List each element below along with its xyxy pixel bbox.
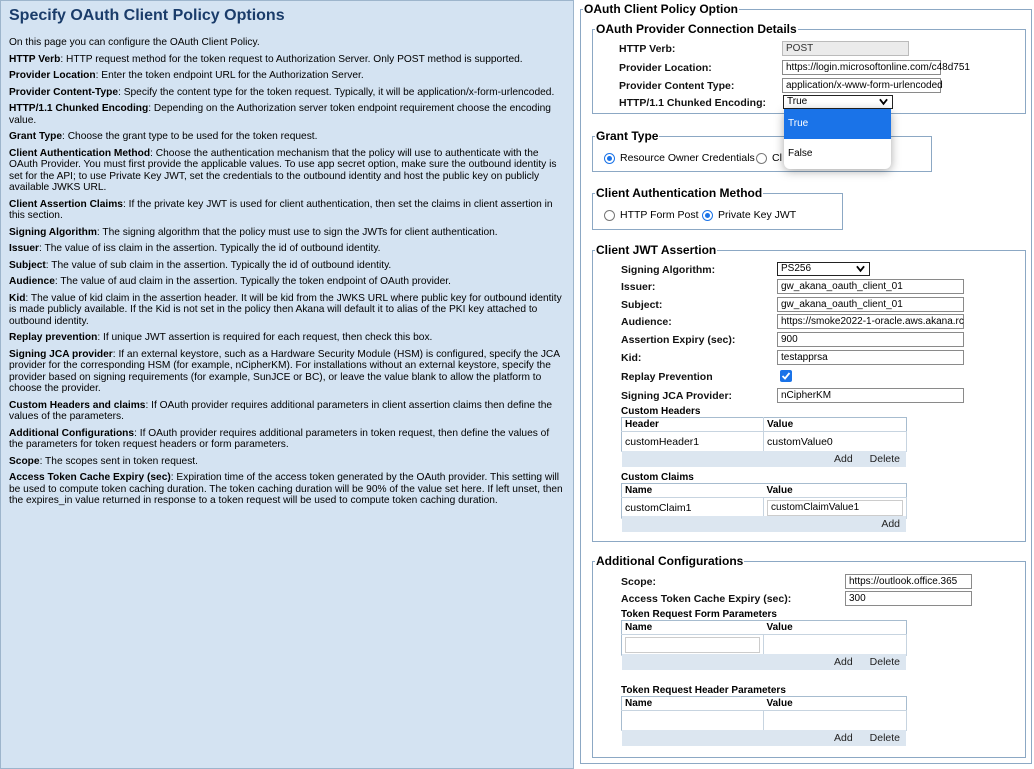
content-type-label: Provider Content Type: — [619, 80, 735, 92]
help-item — [9, 131, 565, 143]
form-params-delete-button[interactable]: Delete — [869, 656, 900, 668]
header-param-name-cell[interactable] — [622, 711, 764, 731]
custom-claims-col-value: Value — [764, 484, 907, 498]
header-params-col-value: Value — [764, 697, 907, 711]
form-params-footer — [622, 654, 906, 670]
connection-legend: OAuth Provider Connection Details — [596, 22, 797, 36]
assertion-expiry-input[interactable]: 900 — [777, 332, 964, 347]
table-row[interactable] — [622, 635, 907, 656]
grant-resource-owner-radio[interactable] — [604, 152, 755, 164]
jwt-assertion-legend: Client JWT Assertion — [596, 243, 717, 257]
form-param-name-cell[interactable] — [622, 635, 764, 656]
client-auth-form-post-radio[interactable] — [604, 209, 699, 221]
help-item-desc: : If OAuth provider requires additional parameters in client assertion claims then define the values of the parameters. — [9, 399, 553, 422]
outer-legend: OAuth Client Policy Option — [584, 2, 738, 16]
help-item-desc: : The value of sub claim in the assertion. Typically the id of outbound identity. — [45, 259, 392, 271]
http-verb-field: POST — [782, 41, 909, 56]
help-item-term: Replay prevention — [9, 332, 98, 343]
table-row[interactable] — [622, 432, 907, 452]
help-item-term: Client Authentication Method — [9, 147, 151, 159]
help-item — [9, 276, 565, 288]
help-item-term: Kid — [9, 292, 26, 304]
custom-headers-add-button[interactable]: Add — [834, 453, 853, 465]
help-item — [9, 227, 565, 239]
header-params-col-name: Name — [622, 697, 764, 711]
signing-algorithm-value: PS256 — [781, 263, 812, 274]
subject-input[interactable]: gw_akana_oauth_client_01 — [777, 297, 964, 312]
header-params-delete-button[interactable]: Delete — [869, 732, 900, 744]
help-item — [9, 199, 565, 222]
help-item-desc: : If unique JWT assertion is required for each request, then check this box. — [97, 332, 433, 343]
table-row[interactable] — [622, 711, 907, 731]
header-param-value-cell[interactable] — [764, 711, 907, 731]
header-params-add-button[interactable]: Add — [834, 732, 853, 744]
issuer-label: Issuer: — [621, 281, 656, 293]
help-item-desc: : Specify the content type for the token request. Typically, it will be application/x-form-urlencoded. — [118, 86, 555, 98]
custom-headers-title: Custom Headers — [621, 406, 701, 417]
header-params-title: Token Request Header Parameters — [621, 685, 786, 696]
help-item-term: Provider Content-Type — [9, 86, 119, 98]
form-params-title: Token Request Form Parameters — [621, 609, 777, 620]
additional-config-legend: Additional Configurations — [596, 554, 744, 568]
help-item — [9, 70, 565, 82]
help-item-term: Client Assertion Claims — [9, 198, 123, 210]
audience-label: Audience: — [621, 316, 672, 328]
help-item — [9, 428, 565, 451]
assertion-expiry-label: Assertion Expiry (sec): — [621, 334, 736, 346]
help-item-term: Provider Location — [9, 70, 96, 81]
help-item-desc: : The signing algorithm that the policy must use to sign the JWTs for client authentication. — [96, 226, 498, 238]
chevron-down-icon — [879, 98, 888, 106]
help-item-desc: : The scopes sent in token request. — [39, 455, 198, 467]
kid-input[interactable]: testapprsa — [777, 350, 964, 365]
help-item — [9, 332, 565, 344]
jca-provider-label: Signing JCA Provider: — [621, 390, 733, 402]
help-item — [9, 456, 565, 468]
help-item-desc: : The value of kid claim in the assertion header. It will be kid from the JWKS URL where public key for outbound identity is made publicly available. If the Kid is not set in the policy then Akana will default it to alias of the PKI key attached to outbound identity. — [9, 292, 562, 327]
chunked-encoding-dropdown — [784, 109, 891, 169]
help-item — [9, 54, 565, 66]
help-item-desc: : The value of iss claim in the assertion. Typically the id of outbound identity. — [39, 243, 381, 254]
custom-header-value-cell[interactable]: customValue0 — [764, 432, 907, 452]
help-item-desc: : If OAuth provider requires additional parameters in token request, then define the values of the parameters for token request headers or form parameters. — [9, 427, 550, 450]
radio-selected-icon — [604, 153, 615, 164]
help-item-term: Issuer — [9, 243, 40, 254]
radio-selected-icon — [702, 210, 713, 221]
help-item — [9, 293, 565, 328]
form-param-name-input[interactable] — [625, 637, 760, 653]
content-type-input[interactable]: application/x-www-form-urlencoded — [782, 78, 941, 93]
header-params-footer — [622, 730, 906, 746]
client-auth-fieldset — [592, 186, 843, 230]
kid-label: Kid: — [621, 352, 642, 364]
checkmark-icon — [781, 371, 791, 381]
help-item — [9, 472, 565, 507]
custom-claims-add-button[interactable]: Add — [881, 518, 900, 530]
help-item-term: Signing Algorithm — [9, 226, 97, 238]
chunked-encoding-value: True — [787, 96, 808, 107]
chevron-down-icon — [856, 265, 865, 273]
help-item — [9, 243, 565, 255]
help-intro: On this page you can configure the OAuth Client Policy. — [9, 37, 260, 48]
grant-client-credentials-radio[interactable] — [756, 152, 782, 164]
jca-provider-input[interactable]: nCipherKM — [777, 388, 964, 403]
client-auth-option2-label: Private Key JWT — [718, 209, 797, 221]
help-item-term: Signing JCA provider — [9, 348, 113, 360]
custom-headers-col-header: Header — [622, 418, 764, 432]
help-item-term: Access Token Cache Expiry (sec) — [9, 472, 171, 483]
help-items — [9, 54, 565, 507]
replay-prevention-checkbox[interactable] — [780, 370, 792, 382]
help-item-desc: : If an external keystore, such as a Hardware Security Module (HSM) is configured, specify the JCA provider for the corresponding HSM (for example, nCipherKM). For installations without an external keystore, specify the provider based on signing requirements (for example, SunJCE or BC), or leave the value blank to allow the platform to choose the provider. — [9, 348, 560, 394]
custom-claims-title: Custom Claims — [621, 472, 694, 483]
help-item-term: Subject — [9, 259, 46, 271]
custom-headers-table — [621, 417, 907, 452]
chunked-encoding-select[interactable] — [783, 95, 893, 109]
grant-option1-label: Resource Owner Credentials — [620, 152, 755, 164]
help-item — [9, 87, 565, 99]
help-item-term: Scope — [9, 455, 40, 467]
help-item — [9, 148, 565, 194]
custom-header-name-cell[interactable]: customHeader1 — [622, 432, 764, 452]
custom-headers-delete-button[interactable]: Delete — [869, 453, 900, 465]
help-item-desc: : If the private key JWT is used for client authentication, then set the claims in client assertion in this section. — [9, 198, 553, 221]
help-item-desc: : Enter the token endpoint URL for the Authorization Server. — [95, 70, 364, 81]
help-item — [9, 349, 565, 395]
http-verb-label: HTTP Verb: — [619, 43, 676, 55]
signing-algorithm-select[interactable] — [777, 262, 870, 276]
custom-claim-name-cell[interactable]: customClaim1 — [622, 498, 764, 519]
custom-headers-col-value: Value — [764, 418, 907, 432]
help-item-desc: : HTTP request method for the token request to Authorization Server. Only POST method is supported. — [60, 53, 523, 65]
client-auth-option1-label: HTTP Form Post — [620, 209, 699, 221]
provider-location-input[interactable]: https://login.microsoftonline.com/c48d751 — [782, 60, 941, 75]
help-item-desc: : Depending on the Authorization server token endpoint requirement choose the encoding value. — [9, 103, 551, 126]
audience-input[interactable]: https://smoke2022-1-oracle.aws.akana.rc — [777, 314, 964, 329]
help-item-desc: : Choose the authentication mechanism that the policy will use to authenticate with the OAuth Provider. You must first provide the applicable values. To use app secret option, make sure the outbound identity is set for the API; to use Private Key JWT, set the credentials to the outbound identity and host the public key on publicly available JWKS URL. — [9, 147, 557, 193]
help-item-term: Audience — [9, 276, 55, 287]
help-item-desc: : The value of aud claim in the assertion. Typically the token endpoint of OAuth provider. — [54, 276, 451, 287]
grant-type-legend: Grant Type — [596, 129, 659, 143]
form-params-col-name: Name — [622, 621, 764, 635]
radio-unselected-icon — [756, 153, 767, 164]
client-auth-private-key-radio[interactable] — [702, 209, 796, 221]
issuer-input[interactable]: gw_akana_oauth_client_01 — [777, 279, 964, 294]
dropdown-option-false[interactable]: False — [788, 148, 813, 159]
dropdown-option-true[interactable]: True — [784, 109, 891, 139]
help-item-term: Custom Headers and claims — [9, 399, 146, 411]
cache-expiry-input[interactable]: 300 — [845, 591, 972, 606]
help-item-term: HTTP/1.1 Chunked Encoding — [9, 103, 149, 114]
client-auth-legend: Client Authentication Method — [596, 186, 763, 200]
signing-algorithm-label: Signing Algorithm: — [621, 264, 716, 276]
radio-unselected-icon — [604, 210, 615, 221]
help-item-desc: : Expiration time of the access token generated by the OAuth provider. This setting will be used to compute token caching duration. The token caching duration will be 90% of the value set here. If left unset, then the expires_in value returned in response to a token request will be used to compute token caching duration. — [9, 472, 563, 506]
help-item-term: Additional Configurations — [9, 427, 135, 439]
help-item-desc: : Choose the grant type to be used for the token request. — [62, 131, 318, 142]
provider-location-label: Provider Location: — [619, 62, 712, 74]
help-item — [9, 260, 565, 272]
custom-claims-footer — [622, 516, 906, 532]
custom-claim-value-input[interactable]: customClaimValue1 — [767, 500, 903, 516]
cache-expiry-label: Access Token Cache Expiry (sec): — [621, 593, 792, 605]
custom-claims-col-name: Name — [622, 484, 764, 498]
help-title: Specify OAuth Client Policy Options — [9, 7, 285, 24]
help-item — [9, 400, 565, 423]
grant-option2-label: Cl — [772, 152, 782, 164]
form-params-table — [621, 620, 907, 656]
form-params-col-value: Value — [764, 621, 907, 635]
header-params-table — [621, 696, 907, 731]
chunked-encoding-label: HTTP/1.1 Chunked Encoding: — [619, 97, 767, 109]
help-item-term: Grant Type — [9, 131, 63, 142]
help-item-term: HTTP Verb — [9, 53, 61, 65]
help-item — [9, 103, 565, 126]
replay-prevention-label: Replay Prevention — [621, 371, 713, 383]
form-params-add-button[interactable]: Add — [834, 656, 853, 668]
custom-headers-footer — [622, 451, 906, 467]
custom-claims-table — [621, 483, 907, 519]
scope-label: Scope: — [621, 576, 657, 588]
form-param-value-cell[interactable] — [764, 635, 907, 656]
scope-input[interactable]: https://outlook.office.365 — [845, 574, 972, 589]
subject-label: Subject: — [621, 299, 663, 311]
